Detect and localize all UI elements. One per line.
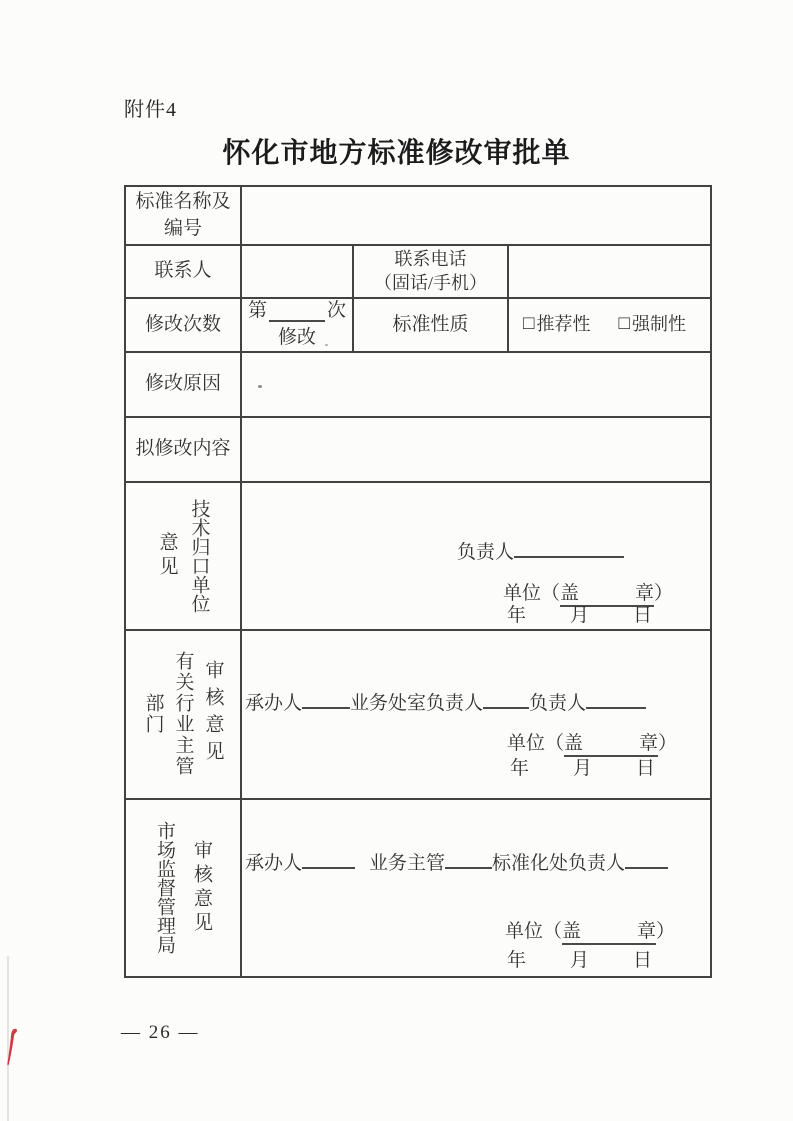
industry-seal-right: 章 <box>639 732 659 754</box>
market-unit-seal-line <box>505 922 675 943</box>
vertical-label-market-bureau: 市场监督管理局 <box>154 821 175 955</box>
option-recommended <box>523 312 590 337</box>
page-title: 怀化市地方标准修改审批单 <box>222 138 571 169</box>
industry-date-line: 年 月 日 <box>510 757 658 779</box>
option-mandatory <box>618 312 685 337</box>
vertical-label-opinion: 意见 <box>156 531 178 580</box>
revision-blank-line <box>269 320 325 322</box>
header-market-bureau-review <box>125 799 241 977</box>
market-std-office-blank <box>625 854 668 869</box>
revision-prefix: 第 <box>248 300 268 322</box>
market-unit-suffix: ） <box>656 920 676 942</box>
industry-handlers-line <box>245 694 646 715</box>
market-handler-blank <box>302 854 355 869</box>
table-row-contact <box>125 245 711 298</box>
checkbox-mandatory-icon: □ <box>618 313 630 335</box>
market-supervisor-label: 业务主管 <box>369 852 446 874</box>
revision-times-value-cell <box>241 298 353 352</box>
red-ink-mark <box>3 1027 21 1077</box>
industry-leader-label: 负责人 <box>529 692 587 714</box>
tech-unit-prefix: 单位（ <box>503 582 561 604</box>
reason-value-cell <box>241 352 711 417</box>
tech-unit-seal-line <box>503 584 673 605</box>
industry-seal-left: 盖 <box>564 732 584 754</box>
standard-name-value-cell <box>241 186 711 245</box>
market-seal-underline <box>562 921 656 945</box>
tech-leader-line <box>457 543 624 564</box>
industry-leader-blank <box>586 694 646 709</box>
checkbox-recommended-icon: □ <box>523 313 535 335</box>
table-row-tech-opinion <box>125 482 711 630</box>
proposed-content-value-cell <box>241 417 711 482</box>
option-recommended-label: 推荐性 <box>536 314 591 335</box>
phone-label-line1: 联系电话 <box>394 249 467 270</box>
field-label-standard-name: 标准名称及编号 <box>125 186 241 245</box>
market-handlers-line <box>245 854 668 875</box>
field-label-phone <box>353 245 508 298</box>
table-row-industry-review <box>125 630 711 799</box>
vertical-label-industry: 有关行业主管 <box>172 651 194 778</box>
field-label-nature: 标准性质 <box>353 298 508 352</box>
field-label-proposed-content: 拟修改内容 <box>125 417 241 482</box>
vertical-label-market-review-opinion: 审核意见 <box>191 839 212 936</box>
tech-unit-suffix: ） <box>654 582 674 604</box>
tech-opinion-sign-cell <box>241 482 711 630</box>
header-tech-unit-opinion <box>125 482 241 630</box>
phone-label-line2: （固话/手机） <box>373 272 487 293</box>
attachment-label: 附件4 <box>124 99 177 121</box>
table-row-proposed-content <box>125 417 711 482</box>
nature-options-cell <box>508 298 711 352</box>
field-label-reason: 修改原因 <box>125 352 241 417</box>
table-row-revision <box>125 298 711 352</box>
revision-line2: 修改 <box>277 326 316 348</box>
tech-leader-blank-line <box>514 543 624 558</box>
table-row-standard-name <box>125 186 711 245</box>
table-row-reason <box>125 352 711 417</box>
market-review-sign-cell <box>241 799 711 977</box>
vertical-label-dept: 部门 <box>142 693 164 736</box>
industry-office-leader-label: 业务处室负责人 <box>350 692 484 714</box>
ink-speck-small <box>325 344 328 346</box>
contact-value-cell <box>241 245 353 298</box>
industry-seal-underline <box>564 733 658 757</box>
market-handler-label: 承办人 <box>245 852 303 874</box>
market-seal-left: 盖 <box>562 920 582 942</box>
tech-seal-underline <box>560 583 654 607</box>
market-unit-prefix: 单位（ <box>505 920 563 942</box>
vertical-label-review-opinion: 审核意见 <box>202 660 224 769</box>
page-number: — 26 — <box>121 1022 200 1043</box>
industry-handler-blank <box>302 694 350 709</box>
industry-handler-label: 承办人 <box>245 692 303 714</box>
approval-form-table <box>124 185 712 978</box>
industry-unit-suffix: ） <box>658 732 678 754</box>
table-row-market-review <box>125 799 711 977</box>
market-seal-right: 章 <box>637 920 657 942</box>
industry-unit-seal-line <box>507 734 677 755</box>
market-std-office-label: 标准化处负责人 <box>492 852 626 874</box>
industry-office-leader-blank <box>483 694 529 709</box>
option-mandatory-label: 强制性 <box>631 314 686 335</box>
tech-seal-right: 章 <box>635 582 655 604</box>
tech-seal-left: 盖 <box>560 582 580 604</box>
vertical-label-tech-unit: 技术归口单位 <box>188 498 210 613</box>
field-label-contact: 联系人 <box>125 245 241 298</box>
industry-review-sign-cell <box>241 630 711 799</box>
revision-suffix: 次 <box>326 300 346 322</box>
tech-leader-label: 负责人 <box>457 541 515 563</box>
industry-unit-prefix: 单位（ <box>507 732 565 754</box>
tech-date-line: 年 月 日 <box>507 604 655 626</box>
market-supervisor-blank <box>445 854 492 869</box>
field-label-revision-times: 修改次数 <box>125 298 241 352</box>
ink-speck <box>258 385 262 388</box>
header-industry-dept-review <box>125 630 241 799</box>
market-date-line: 年 月 日 <box>507 949 655 971</box>
phone-value-cell <box>508 245 711 298</box>
